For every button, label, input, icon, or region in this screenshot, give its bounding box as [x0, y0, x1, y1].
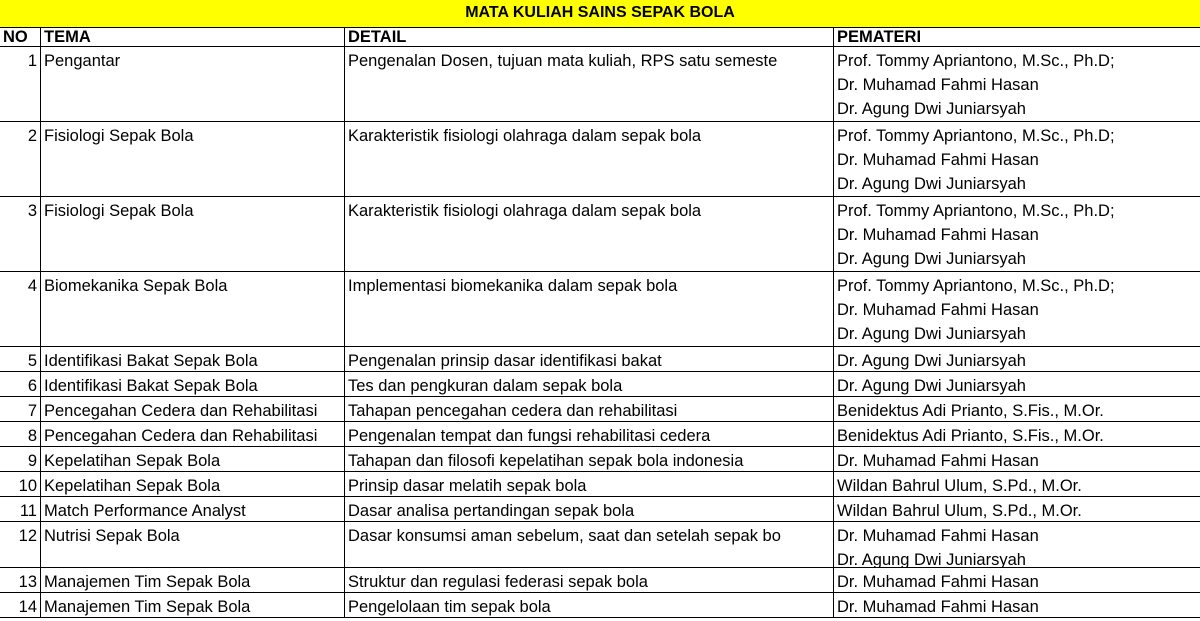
table-row — [0, 593, 1200, 618]
table-row — [0, 272, 1200, 347]
cell-tema[interactable] — [41, 447, 345, 471]
cell-no[interactable] — [0, 422, 41, 446]
cell-no[interactable] — [0, 497, 41, 521]
cell-pemateri[interactable] — [834, 497, 1200, 521]
cell-tema-text: Fisiologi Sepak Bola — [44, 202, 194, 220]
cell-detail[interactable] — [345, 272, 834, 346]
pemateri-name: Dr. Agung Dwi Juniarsyah — [837, 325, 1026, 343]
cell-no[interactable] — [0, 447, 41, 471]
table-row — [0, 522, 1200, 568]
cell-pemateri[interactable] — [834, 197, 1200, 271]
cell-no[interactable] — [0, 593, 41, 617]
cell-tema[interactable] — [41, 347, 345, 371]
cell-pemateri[interactable] — [834, 47, 1200, 121]
cell-detail-text: Struktur dan regulasi federasi sepak bola — [348, 573, 648, 591]
table-row — [0, 397, 1200, 422]
cell-tema-text: Nutrisi Sepak Bola — [44, 527, 180, 545]
pemateri-name: Dr. Agung Dwi Juniarsyah — [837, 250, 1026, 268]
cell-detail-text: Karakteristik fisiologi olahraga dalam sepak bola — [348, 202, 702, 220]
header-no: NO — [0, 28, 41, 46]
cell-no-text: 14 — [18, 598, 37, 616]
cell-pemateri[interactable] — [834, 472, 1200, 496]
cell-tema-text: Manajemen Tim Sepak Bola — [44, 598, 251, 616]
cell-tema-text: Biomekanika Sepak Bola — [44, 277, 228, 295]
cell-no-text: 2 — [27, 127, 37, 145]
table-row — [0, 372, 1200, 397]
cell-tema-text: Identifikasi Bakat Sepak Bola — [44, 377, 258, 395]
cell-tema-text: Fisiologi Sepak Bola — [44, 127, 194, 145]
cell-tema[interactable] — [41, 197, 345, 271]
cell-detail-text: Pengenalan tempat dan fungsi rehabilitasi cedera — [348, 427, 711, 445]
cell-tema[interactable] — [41, 497, 345, 521]
cell-detail[interactable] — [345, 447, 834, 471]
cell-tema-text: Match Performance Analyst — [44, 502, 246, 520]
header-detail: DETAIL — [345, 28, 834, 46]
cell-no[interactable] — [0, 272, 41, 346]
cell-tema[interactable] — [41, 397, 345, 421]
cell-detail[interactable] — [345, 497, 834, 521]
pemateri-name: Dr. Agung Dwi Juniarsyah — [837, 377, 1026, 395]
cell-detail[interactable] — [345, 372, 834, 396]
pemateri-name: Prof. Tommy Apriantono, M.Sc., Ph.D; — [837, 52, 1115, 70]
cell-detail-text: Prinsip dasar melatih sepak bola — [348, 477, 587, 495]
cell-detail-text: Tahapan pencegahan cedera dan rehabilitasi — [348, 402, 678, 420]
cell-no-text: 4 — [27, 277, 37, 295]
cell-no-text: 7 — [27, 402, 37, 420]
cell-detail-text: Dasar konsumsi aman sebelum, saat dan setelah sepak bo — [348, 527, 781, 545]
cell-no-text: 10 — [18, 477, 37, 495]
pemateri-name: Dr. Muhamad Fahmi Hasan — [837, 452, 1039, 470]
cell-no[interactable] — [0, 47, 41, 121]
cell-no-text: 5 — [27, 352, 37, 370]
cell-pemateri[interactable] — [834, 593, 1200, 617]
sheet-title: MATA KULIAH SAINS SEPAK BOLA — [465, 4, 735, 21]
cell-detail-text: Tahapan dan filosofi kepelatihan sepak bola indonesia — [348, 452, 744, 470]
pemateri-name: Dr. Agung Dwi Juniarsyah — [837, 551, 1026, 567]
pemateri-name: Dr. Muhamad Fahmi Hasan — [837, 301, 1039, 319]
cell-tema[interactable] — [41, 122, 345, 196]
pemateri-name: Dr. Agung Dwi Juniarsyah — [837, 100, 1026, 118]
cell-detail[interactable] — [345, 472, 834, 496]
cell-no[interactable] — [0, 522, 41, 567]
cell-no[interactable] — [0, 347, 41, 371]
cell-tema[interactable] — [41, 372, 345, 396]
cell-detail[interactable] — [345, 397, 834, 421]
cell-no[interactable] — [0, 122, 41, 196]
pemateri-name: Prof. Tommy Apriantono, M.Sc., Ph.D; — [837, 127, 1115, 145]
pemateri-name: Wildan Bahrul Ulum, S.Pd., M.Or. — [837, 477, 1082, 495]
cell-detail[interactable] — [345, 47, 834, 121]
cell-no-text: 3 — [27, 202, 37, 220]
header-tema: TEMA — [41, 28, 345, 46]
pemateri-name: Benidektus Adi Prianto, S.Fis., M.Or. — [837, 427, 1104, 445]
cell-pemateri[interactable] — [834, 347, 1200, 371]
table-row — [0, 472, 1200, 497]
table-row — [0, 347, 1200, 372]
cell-no-text: 1 — [27, 52, 37, 70]
cell-pemateri[interactable] — [834, 522, 1200, 567]
cell-detail-text: Pengenalan prinsip dasar identifikasi bakat — [348, 352, 662, 370]
cell-tema-text: Pencegahan Cedera dan Rehabilitasi — [44, 427, 318, 445]
pemateri-name: Dr. Muhamad Fahmi Hasan — [837, 151, 1039, 169]
cell-tema[interactable] — [41, 422, 345, 446]
header-row — [0, 28, 1200, 47]
cell-no-text: 6 — [27, 377, 37, 395]
cell-pemateri[interactable] — [834, 447, 1200, 471]
cell-pemateri[interactable] — [834, 122, 1200, 196]
cell-tema[interactable] — [41, 522, 345, 567]
pemateri-name: Dr. Agung Dwi Juniarsyah — [837, 352, 1026, 370]
cell-tema[interactable] — [41, 472, 345, 496]
cell-detail[interactable] — [345, 568, 834, 592]
cell-detail[interactable] — [345, 522, 834, 567]
cell-detail-text: Implementasi biomekanika dalam sepak bola — [348, 277, 678, 295]
table-row — [0, 422, 1200, 447]
cell-detail-text: Tes dan pengkuran dalam sepak bola — [348, 377, 623, 395]
cell-no[interactable] — [0, 397, 41, 421]
cell-tema[interactable] — [41, 47, 345, 121]
cell-no[interactable] — [0, 372, 41, 396]
pemateri-name: Prof. Tommy Apriantono, M.Sc., Ph.D; — [837, 202, 1115, 220]
cell-detail[interactable] — [345, 122, 834, 196]
cell-tema-text: Kepelatihan Sepak Bola — [44, 452, 221, 470]
cell-pemateri[interactable] — [834, 422, 1200, 446]
cell-detail-text: Karakteristik fisiologi olahraga dalam sepak bola — [348, 127, 702, 145]
cell-tema-text: Kepelatihan Sepak Bola — [44, 477, 221, 495]
cell-no[interactable] — [0, 197, 41, 271]
cell-no-text: 11 — [19, 502, 37, 520]
cell-no-text: 13 — [18, 573, 37, 591]
cell-tema[interactable] — [41, 593, 345, 617]
title-bar — [0, 0, 1200, 28]
header-pemateri: PEMATERI — [837, 28, 922, 46]
pemateri-name: Dr. Muhamad Fahmi Hasan — [837, 527, 1039, 545]
cell-pemateri[interactable] — [834, 568, 1200, 592]
cell-detail[interactable] — [345, 347, 834, 371]
table-row — [0, 447, 1200, 472]
cell-no[interactable] — [0, 472, 41, 496]
cell-tema-text: Manajemen Tim Sepak Bola — [44, 573, 251, 591]
cell-detail-text: Pengelolaan tim sepak bola — [348, 598, 551, 616]
cell-tema[interactable] — [41, 272, 345, 346]
cell-no[interactable] — [0, 568, 41, 592]
pemateri-name: Dr. Muhamad Fahmi Hasan — [837, 76, 1039, 94]
pemateri-name: Wildan Bahrul Ulum, S.Pd., M.Or. — [837, 502, 1082, 520]
cell-no-text: 9 — [27, 452, 37, 470]
cell-detail-text: Dasar analisa pertandingan sepak bola — [348, 502, 635, 520]
table-row — [0, 122, 1200, 197]
cell-detail[interactable] — [345, 593, 834, 617]
pemateri-name: Benidektus Adi Prianto, S.Fis., M.Or. — [837, 402, 1104, 420]
cell-no-text: 12 — [18, 527, 37, 545]
cell-tema-text: Pencegahan Cedera dan Rehabilitasi — [44, 402, 318, 420]
cell-pemateri[interactable] — [834, 397, 1200, 421]
cell-detail[interactable] — [345, 197, 834, 271]
pemateri-name: Dr. Muhamad Fahmi Hasan — [837, 573, 1039, 591]
pemateri-name: Prof. Tommy Apriantono, M.Sc., Ph.D; — [837, 277, 1115, 295]
pemateri-name: Dr. Muhamad Fahmi Hasan — [837, 598, 1039, 616]
pemateri-name: Dr. Muhamad Fahmi Hasan — [837, 226, 1039, 244]
cell-pemateri[interactable] — [834, 372, 1200, 396]
cell-detail-text: Pengenalan Dosen, tujuan mata kuliah, RPS satu semeste — [348, 52, 778, 70]
cell-tema[interactable] — [41, 568, 345, 592]
table-row — [0, 568, 1200, 593]
cell-no-text: 8 — [27, 427, 37, 445]
table-row — [0, 197, 1200, 272]
table-row — [0, 497, 1200, 522]
cell-pemateri[interactable] — [834, 272, 1200, 346]
cell-tema-text: Identifikasi Bakat Sepak Bola — [44, 352, 258, 370]
pemateri-name: Dr. Agung Dwi Juniarsyah — [837, 175, 1026, 193]
cell-tema-text: Pengantar — [44, 52, 121, 70]
table-row — [0, 47, 1200, 122]
cell-detail[interactable] — [345, 422, 834, 446]
